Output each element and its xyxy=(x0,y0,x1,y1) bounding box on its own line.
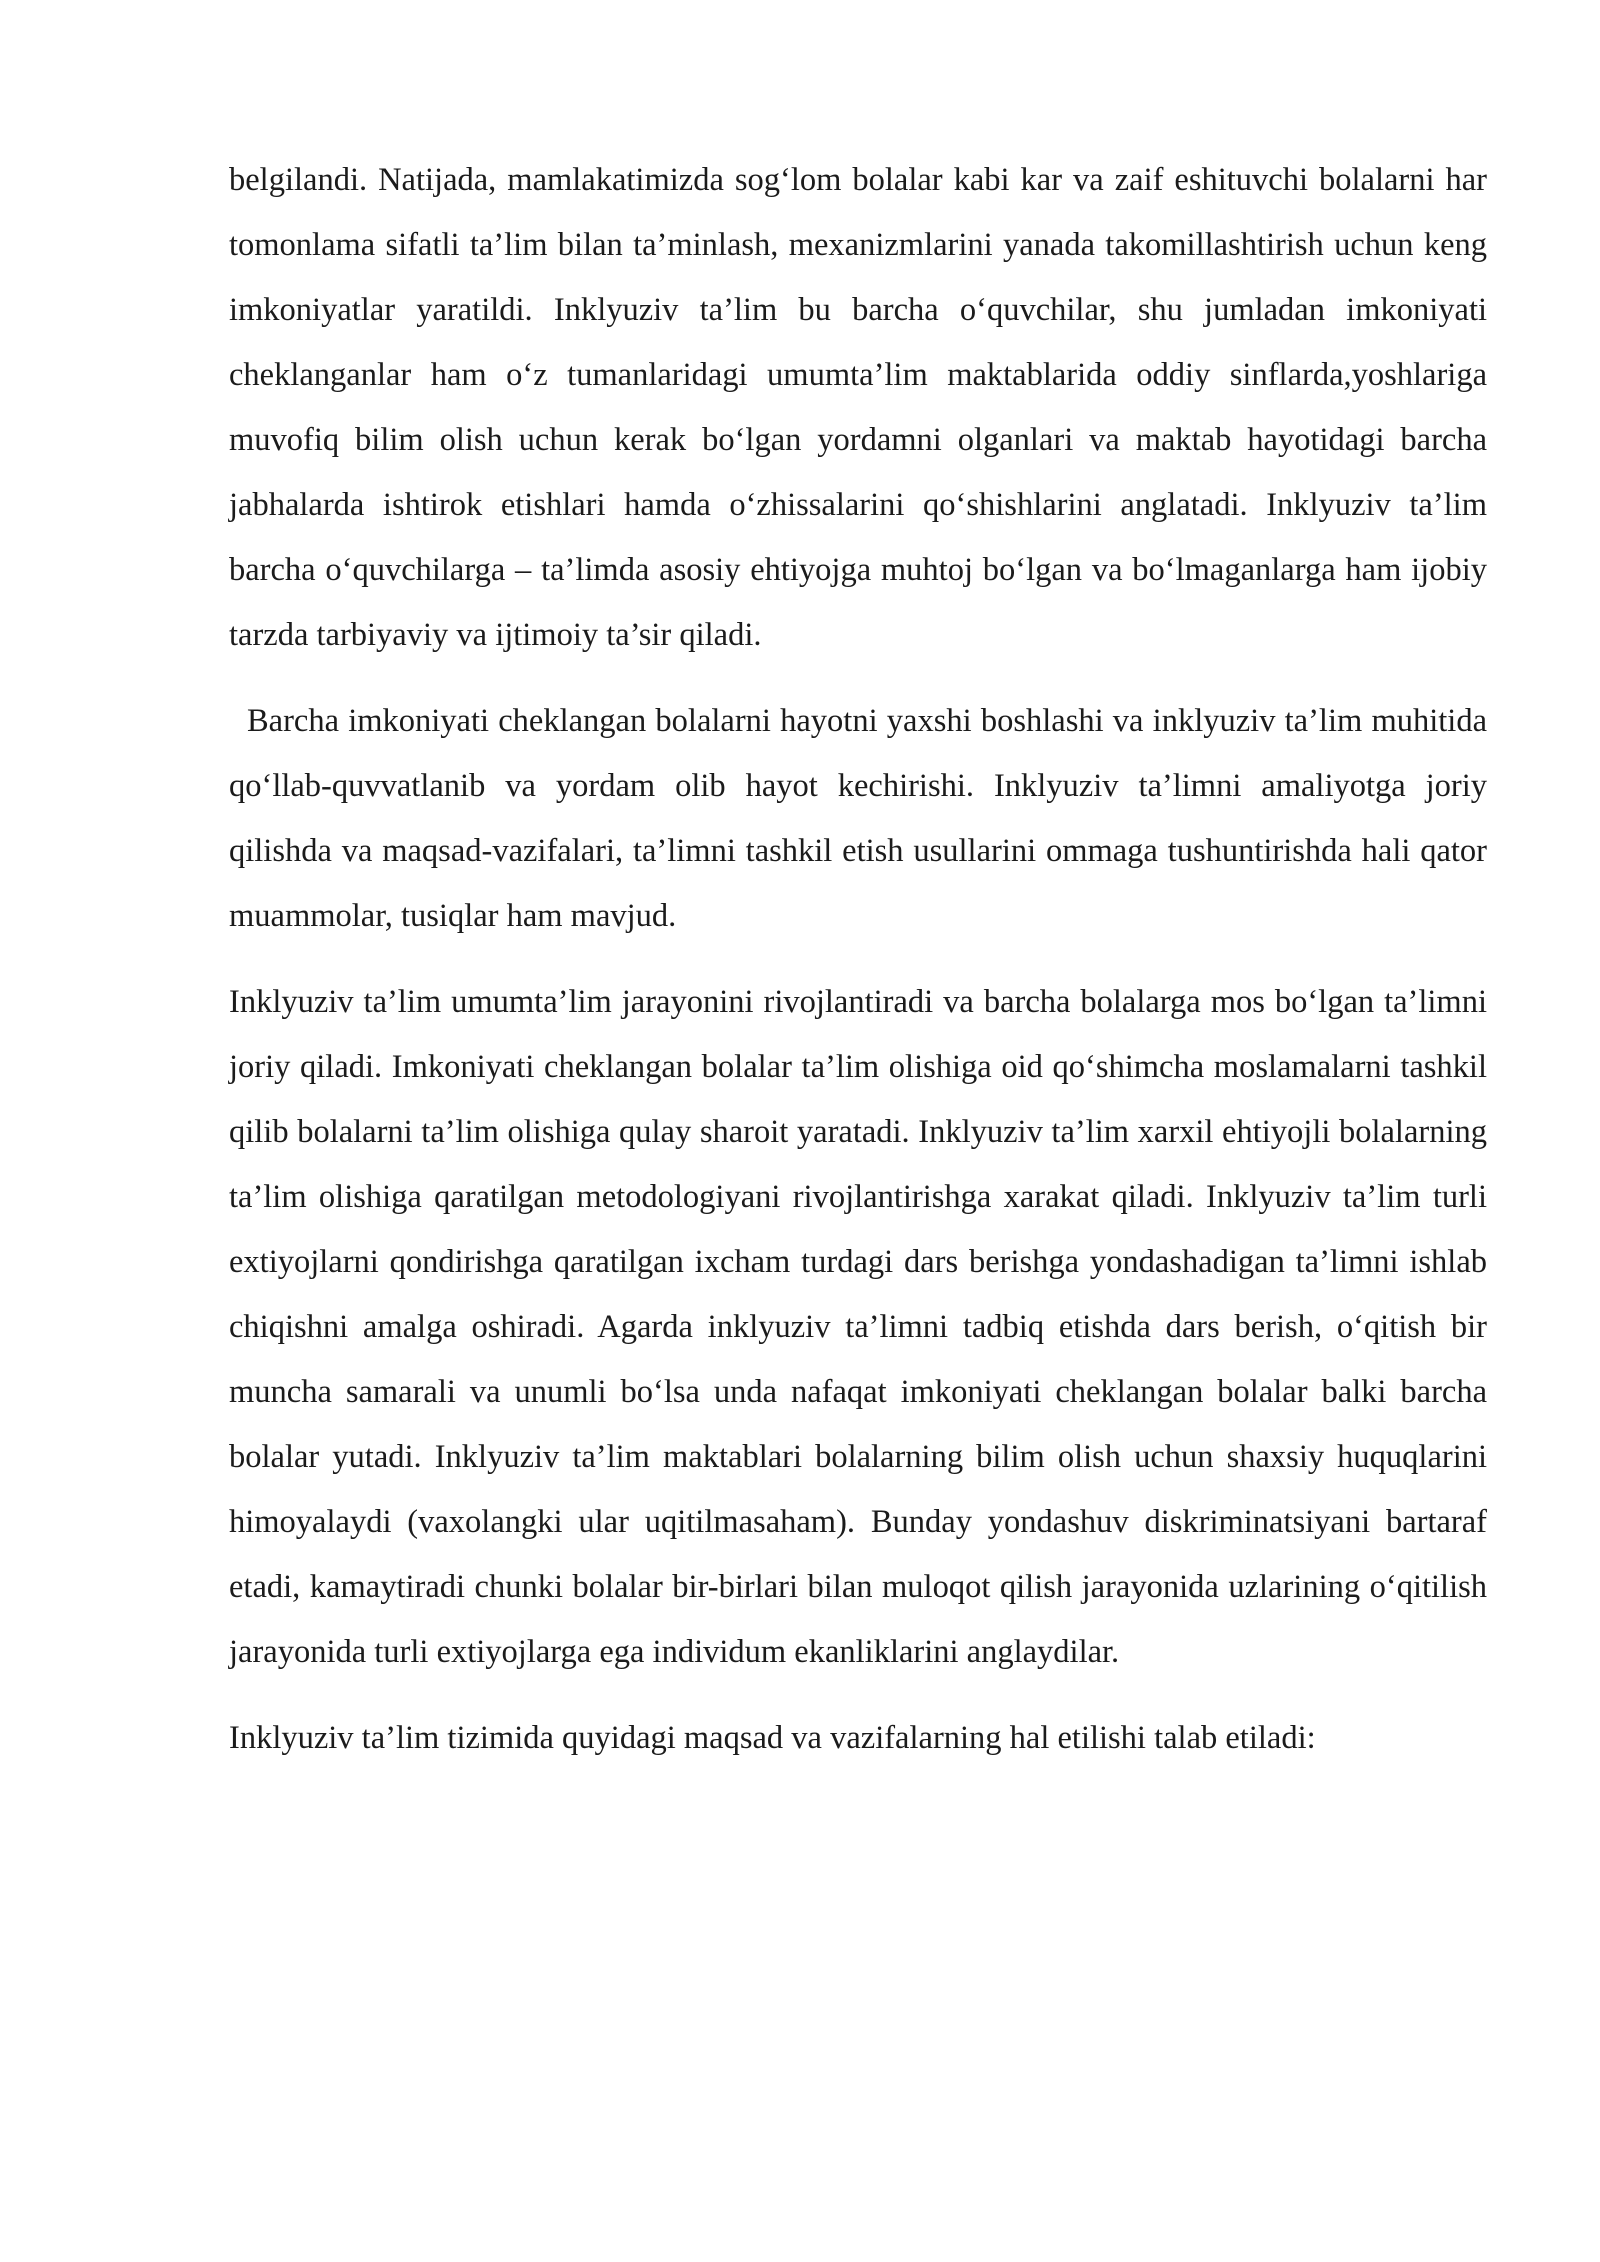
paragraph-1: belgilandi. Natijada, mamlakatimizda sog‘lom bolalar kabi kar va zaif eshituvchi bolalarni har tomonlama sifatli ta’lim bilan ta’minlash, mexanizmlarini yanada takomillashtirish uchun keng imkoniyatlar yaratildi. Inklyuziv ta’lim bu barcha o‘quvchilar, shu jumladan imkoniyati cheklanganlar ham o‘z tumanlaridagi umumta’lim maktablarida oddiy sinflarda,yoshlariga muvofiq bilim olish uchun kerak bo‘lgan yordamni olganlari va maktab hayotidagi barcha jabhalarda ishtirok etishlari hamda o‘zhissalarini qo‘shishlarini anglatadi. Inklyuziv ta’lim barcha o‘quvchilarga – ta’limda asosiy ehtiyojga muhtoj bo‘lgan va bo‘lmaganlarga ham ijobiy tarzda tarbiyaviy va ijtimoiy ta’sir qiladi. xyxy=(229,162,1487,653)
document-body xyxy=(229,148,1487,1792)
paragraph-2: Barcha imkoniyati cheklangan bolalarni hayotni yaxshi boshlashi va inklyuziv ta’lim muhitida qo‘llab-quvvatlanib va yordam olib hayot kechirishi. Inklyuziv ta’limni amaliyotga joriy qilishda va maqsad-vazifalari, ta’limni tashkil etish usullarini ommaga tushuntirishda hali qator muammolar, tusiqlar ham mavjud. xyxy=(229,703,1487,934)
paragraph-3: Inklyuziv ta’lim umumta’lim jarayonini rivojlantiradi va barcha bolalarga mos bo‘lgan ta’limni joriy qiladi. Imkoniyati cheklangan bolalar ta’lim olishiga oid qo‘shimcha moslamalarni tashkil qilib bolalarni ta’lim olishiga qulay sharoit yaratadi. Inklyuziv ta’lim xarxil ehtiyojli bolalarning ta’lim olishiga qaratilgan metodologiyani rivojlantirishga xarakat qiladi. Inklyuziv ta’lim turli extiyojlarni qondirishga qaratilgan ixcham turdagi dars berishga yondashadigan ta’limni ishlab chiqishni amalga oshiradi. Agarda inklyuziv ta’limni tadbiq etishda dars berish, o‘qitish bir muncha samarali va unumli bo‘lsa unda nafaqat imkoniyati cheklangan bolalar balki barcha bolalar yutadi. Inklyuziv ta’lim maktablari bolalarning bilim olish uchun shaxsiy huquqlarini himoyalaydi (vaxolangki ular uqitilmasaham). Bunday yondashuv diskriminatsiyani bartaraf etadi, kamaytiradi chunki bolalar bir-birlari bilan muloqot qilish jarayonida uzlarining o‘qitilish jarayonida turli extiyojlarga ega individum ekanliklarini anglaydilar. xyxy=(229,984,1487,1670)
paragraph-4: Inklyuziv ta’lim tizimida quyidagi maqsad va vazifalarning hal etilishi talab etiladi: xyxy=(229,1720,1316,1756)
